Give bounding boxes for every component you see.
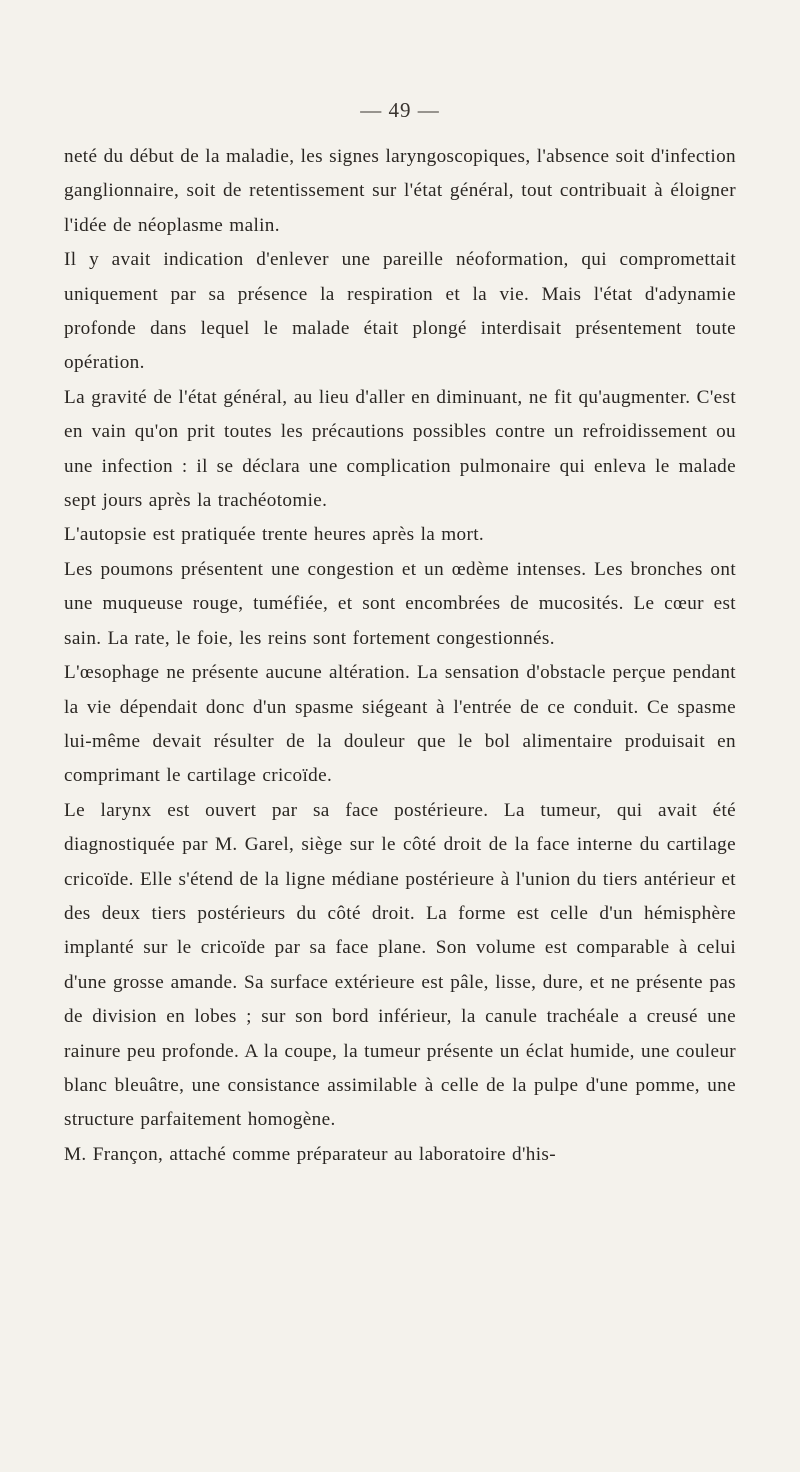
paragraph-5: Les poumons présentent une congestion et un œdème intenses. Les bronches ont une muqueuse rouge, tuméfiée, et sont encombrées de mucosités. Le cœur est sain. La rate, le foie, les reins sont fortement congestionnés.: [64, 558, 736, 649]
paragraph-8: M. Françon, attaché comme préparateur au laboratoire d'his-: [64, 1143, 556, 1165]
paragraph-3: La gravité de l'état général, au lieu d'aller en diminuant, ne fit qu'augmenter. C'est en vain qu'on prit toutes les précautions possibles contre un refroidissement ou une infection : il se déclara une complication pulmonaire qui enleva le malade sept jours après la trachéotomie.: [64, 386, 736, 512]
body-text: [64, 140, 736, 1172]
paragraph-2: Il y avait indication d'enlever une pareille néoformation, qui compromettait uniquement par sa présence la respiration et la vie. Mais l'état d'adynamie profonde dans lequel le malade était plongé interdisait présentement toute opération.: [64, 249, 736, 374]
page-number: — 49 —: [360, 98, 440, 122]
paragraph-7: Le larynx est ouvert par sa face postérieure. La tumeur, qui avait été diagnostiquée par M. Garel, siège sur le côté droit de la face interne du cartilage cricoïde. Elle s'étend de la ligne médiane postérieure à l'union du tiers antérieur et des deux tiers postérieurs du côté droit. La forme est celle d'un hémisphère implanté sur le cricoïde par sa face plane. Son volume est comparable à celui d'une grosse amande. Sa surface extérieure est pâle, lisse, dure, et ne présente pas de division en lobes ; sur son bord inférieur, la canule trachéale a creusé une rainure peu profonde. A la coupe, la tumeur présente un éclat humide, une couleur blanc bleuâtre, une consistance assimilable à celle de la pulpe d'une pomme, une structure parfaitement homogène.: [64, 799, 736, 1131]
paragraph-6: L'œsophage ne présente aucune altération. La sensation d'obstacle perçue pendant la vie dépendait donc d'un spasme siégeant à l'entrée de ce conduit. Ce spasme lui-même devait résulter de la douleur que le bol alimentaire produisait en comprimant le cartilage cricoïde.: [64, 662, 736, 787]
paragraph-4: L'autopsie est pratiquée trente heures après la mort.: [64, 524, 485, 546]
paragraph-1: neté du début de la maladie, les signes laryngoscopiques, l'absence soit d'infection ganglionnaire, soit de retentissement sur l'état général, tout contribuait à éloigner l'idée de néoplasme malin.: [64, 146, 736, 236]
